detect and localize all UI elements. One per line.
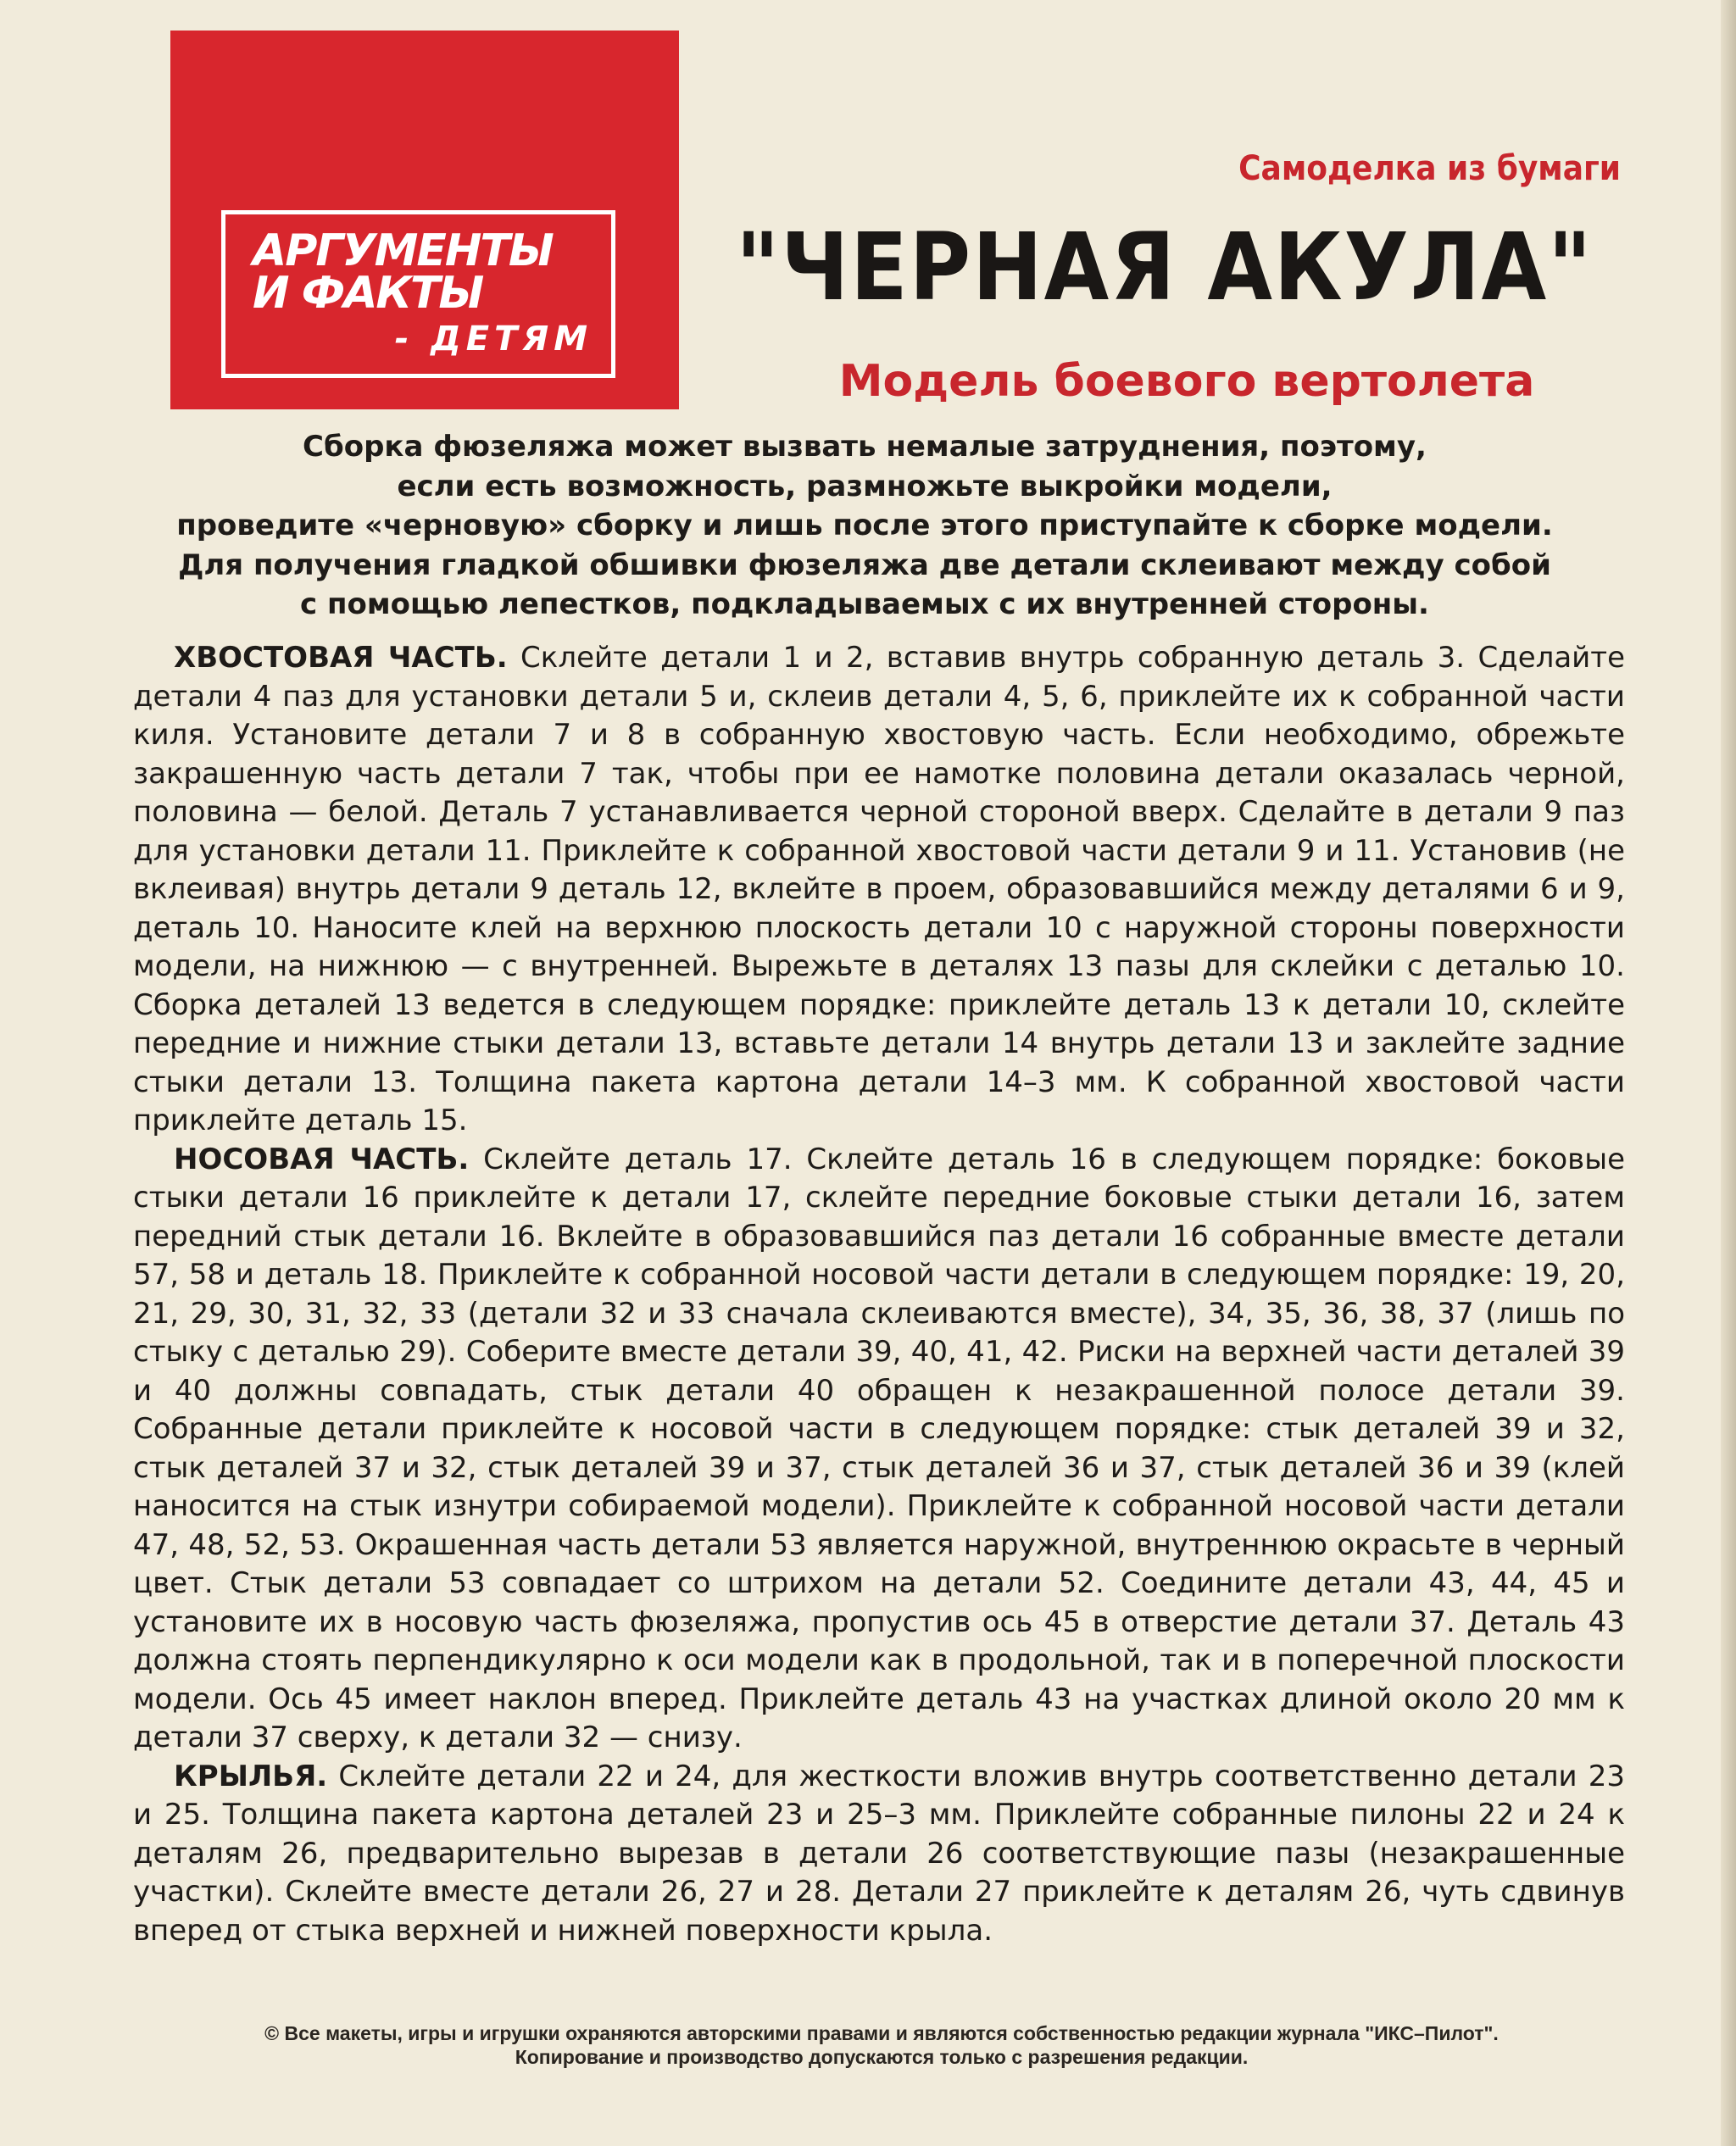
section-kicker: Самоделка из бумаги [1238,149,1621,188]
logo-line-1: АРГУМЕНТЫ [253,225,553,276]
section-text-nose: Склейте деталь 17. Склейте деталь 16 в следующем порядке: боковые стыки детали 16 приклейте к детали 17, склейте передние боковые стыки детали 16, затем передний стык детали 16. Вклейте в образовавшийся паз детали 16 собранные вместе детали 57, 58 и деталь 18. Приклейте к собранной носовой части детали в следующем порядке: 19, 20, 21, 29, 30, 31, 32, 33 (детали 32 и 33 сначала склеиваются вместе), 34, 35, 36, 38, 37 (лишь по стыку с деталью 29). Соберите вместе детали 39, 40, 41, 42. Риски на верхней части деталей 39 и 40 должны совпадать, стык детали 40 обращен к незакрашенной полосе детали 39. Собранные детали приклейте к носовой части в следующем порядке: стык деталей 39 и 32, стык деталей 37 и 32, стык деталей 39 и 37, стык деталей 36 и 37, стык деталей 36 и 39 (клей наносится на стык изнутри собираемой модели). Приклейте к собранной носовой части детали 47, 48, 52, 53. Окрашенная часть детали 53 является наружной, внутреннюю окрасьте в черный цвет. Стык детали 53 совпадает со штрихом на детали 52. Соедините детали 43, 44, 45 и установите их в носовую часть фюзеляжа, пропустив ось 45 в отверстие детали 37. Деталь 43 должна стоять перпендикулярно к оси модели как в продольной, так и в поперечной плоскости модели. Ось 45 имеет наклон вперед. Приклейте деталь 43 на участках длиной около 20 мм к детали 37 сверху, к детали 32 — снизу. [133,1142,1625,1754]
section-tail [133,639,1625,1141]
publisher-logo [170,31,679,409]
page-title: "ЧЕРНАЯ АКУЛА" [736,213,1594,321]
section-heading-wings: КРЫЛЬЯ. [174,1759,328,1793]
intro-line: проведите «черновую» сборку и лишь после этого приступайте к сборке модели. [176,509,1553,542]
page-edge-shadow [1721,0,1736,2146]
section-heading-nose: НОСОВАЯ ЧАСТЬ. [174,1142,470,1176]
copyright-line-1: © Все макеты, игры и игрушки охраняются авторскими правами и являются собственностью редакции журнала "ИКС–Пилот". [264,2022,1499,2044]
copyright-footer [127,2021,1636,2069]
intro-line: если есть возможность, размножьте выкройки модели, [397,469,1333,503]
intro-line: Для получения гладкой обшивки фюзеляжа две детали склеивают между собой [178,548,1551,582]
copyright-line-2: Копирование и производство допускаются только с разрешения редакции. [515,2046,1249,2068]
intro-line: Сборка фюзеляжа может вызвать немалые затруднения, поэтому, [303,430,1427,464]
intro-paragraph [127,427,1602,625]
instructions-body [133,639,1625,1950]
logo-line-3: - ДЕТЯМ [394,320,593,359]
section-nose [133,1141,1625,1758]
logo-line-2: И ФАКТЫ [253,268,483,319]
section-text-wings: Склейте детали 22 и 24, для жесткости вложив внутрь соответственно детали 23 и 25. Толщина пакета картона деталей 23 и 25–3 мм. Приклейте собранные пилоны 22 и 24 к деталям 26, предварительно вырезав в детали 26 соответствующие пазы (незакрашенные участки). Склейте вместе детали 26, 27 и 28. Детали 27 приклейте к деталям 26, чуть сдвинув вперед от стыка верхней и нижней поверхности крыла. [133,1759,1625,1948]
section-heading-tail: ХВОСТОВАЯ ЧАСТЬ. [174,641,508,675]
section-wings [133,1758,1625,1951]
page-subtitle: Модель боевого вертолета [838,356,1535,407]
section-text-tail: Склейте детали 1 и 2, вставив внутрь собранную деталь 3. Сделайте детали 4 паз для установки детали 5 и, склеив детали 4, 5, 6, приклейте их к собранной части киля. Установите детали 7 и 8 в собранную хвостовую часть. Если необходимо, обрежьте закрашенную часть детали 7 так, чтобы при ее намотке половина детали оказалась черной, половина — белой. Деталь 7 устанавливается черной стороной вверх. Сделайте в детали 9 паз для установки детали 11. Приклейте к собранной хвостовой части детали 9 и 11. Установив (не вклеивая) внутрь детали 9 деталь 12, вклейте в проем, образовавшийся между деталями 6 и 9, деталь 10. Наносите клей на верхнюю плоскость детали 10 с наружной стороны поверхности модели, на нижнюю — с внутренней. Вырежьте в деталях 13 пазы для склейки с деталью 10. Сборка деталей 13 ведется в следующем порядке: приклейте деталь 13 к детали 10, склейте передние и нижние стыки детали 13, вставьте детали 14 внутрь детали 13 и заклейте задние стыки детали 13. Толщина пакета картона детали 14–3 мм. К собранной хвостовой части приклейте деталь 15. [133,641,1625,1137]
logo-frame [221,210,615,378]
intro-line: с помощью лепестков, подкладываемых с их внутренней стороны. [300,587,1429,621]
